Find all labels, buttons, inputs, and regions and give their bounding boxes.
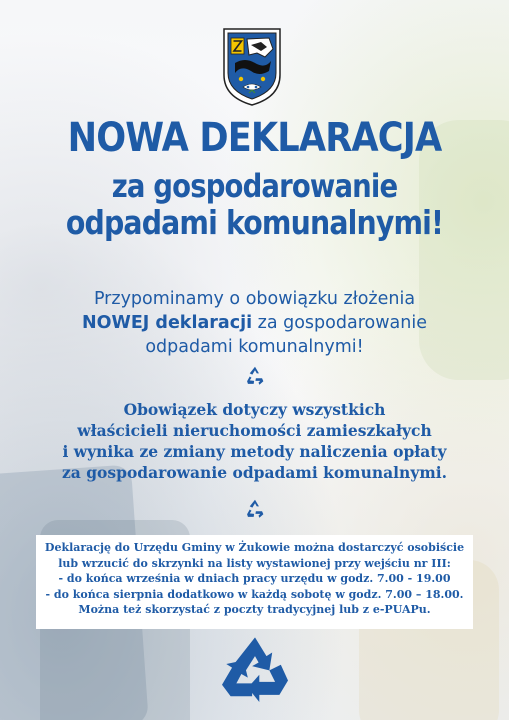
intro-line: Przypominamy o obowiązku złożenia (93, 289, 416, 309)
obligation-line: i wynika ze zmiany metody naliczenia opłaty (62, 442, 447, 461)
recycle-icon (244, 498, 266, 520)
info-line: - do końca sierpnia dodatkowo w każdą sobotę w godz. 7.00 – 18.00. (45, 587, 464, 601)
info-line: - do końca września w dniach pracy urzędu w godz. 7.00 - 19.00 (58, 572, 451, 585)
info-text (36, 540, 473, 618)
intro-emphasis: NOWEJ deklaracji (82, 313, 253, 333)
obligation-line: za gospodarowanie odpadami komunalnymi. (61, 463, 448, 482)
info-line: lub wrzucić do skrzynki na listy wystawionej przy wejściu nr III: (58, 556, 451, 570)
info-line: Deklarację do Urzędu Gminy w Żukowie można dostarczyć osobiście (44, 541, 465, 554)
intro-line: odpadami komunalnymi! (145, 337, 364, 357)
intro-line (30, 311, 479, 335)
intro-paragraph (30, 287, 479, 359)
obligation-line: Obowiązek dotyczy wszystkich (123, 400, 386, 419)
coat-of-arms-icon (221, 27, 283, 107)
recycle-icon (219, 636, 291, 702)
obligation-line: właścicieli nieruchomości zamieszkałych (77, 421, 432, 440)
obligation-paragraph (20, 399, 489, 483)
info-line: Można też skorzystać z poczty tradycyjnej lub z e-PUAPu. (78, 603, 431, 616)
headline-subtitle-line2: odpadami komunalnymi! (65, 203, 444, 242)
headline-subtitle-line1: za gospodarowanie (111, 167, 398, 205)
headline-title: NOWA DEKLARACJA (67, 115, 442, 161)
recycle-icon (244, 365, 266, 387)
intro-line-rest: za gospodarowanie (252, 313, 427, 333)
